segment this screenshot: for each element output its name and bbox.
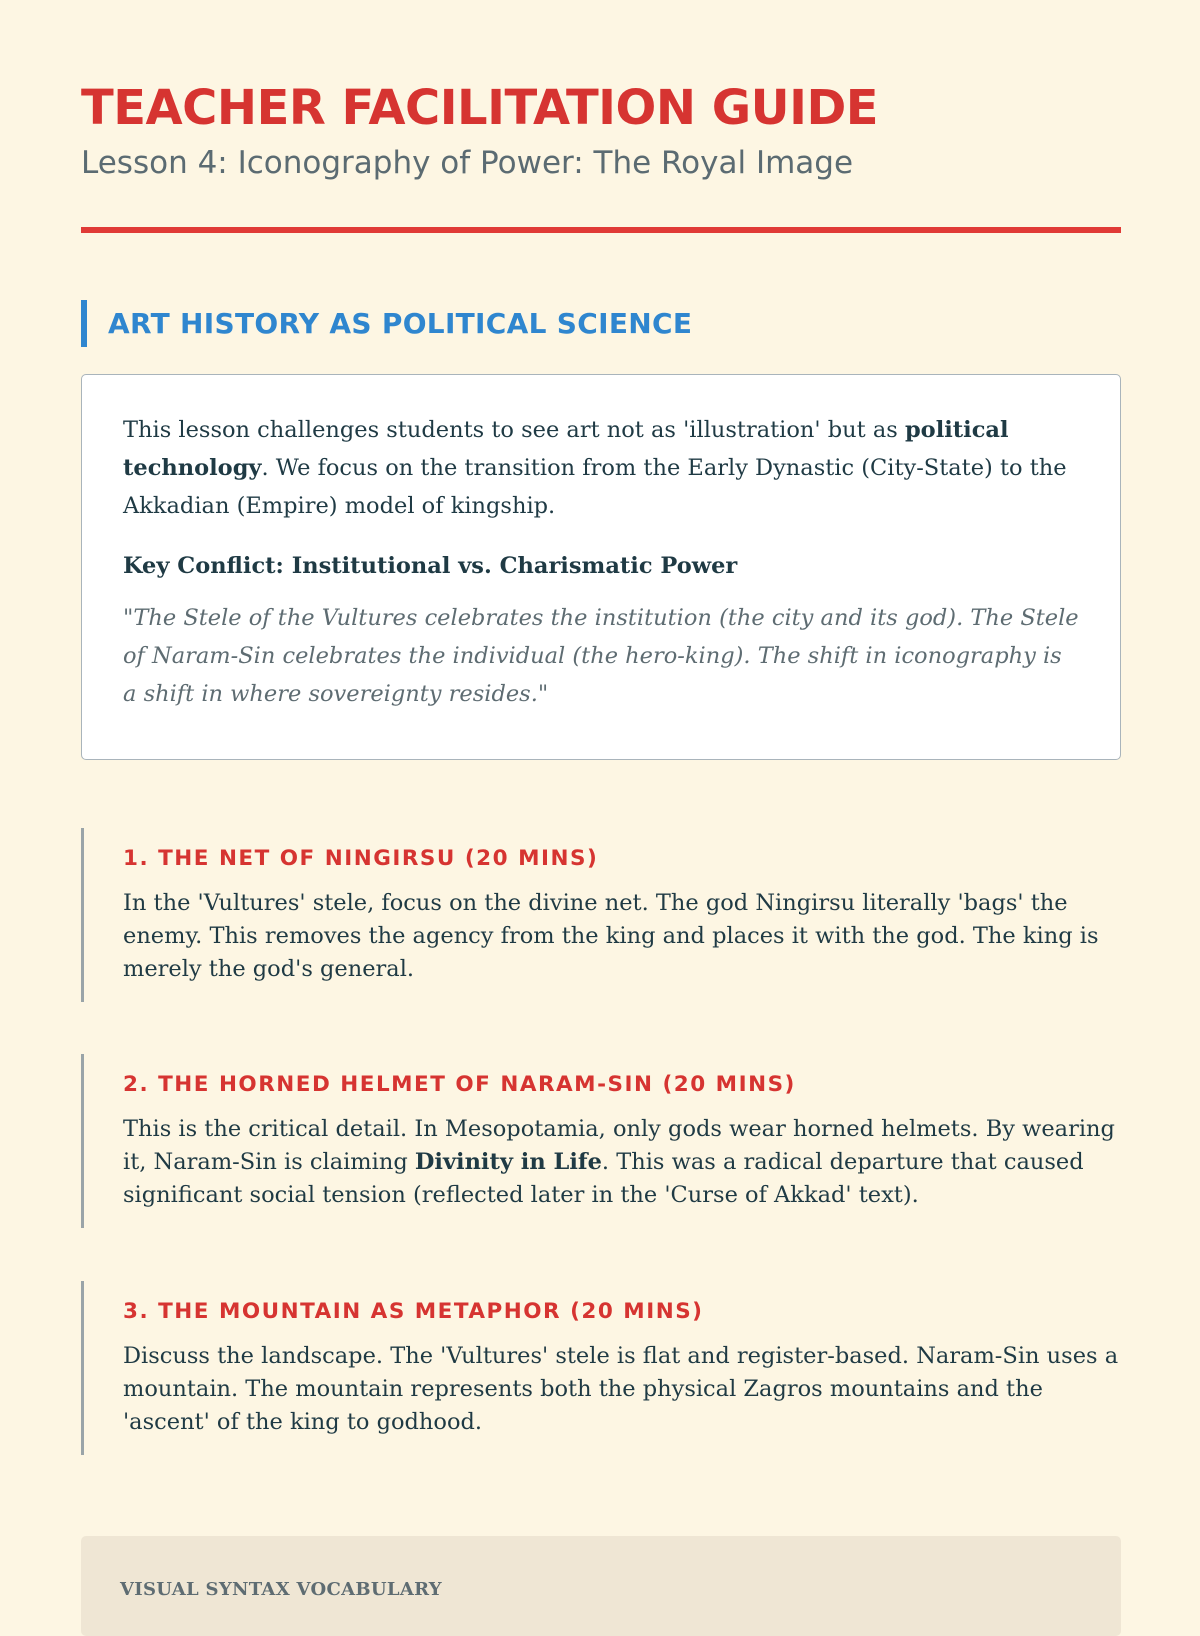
lesson-subtitle: Lesson 4: Iconography of Power: The Royal Image — [81, 145, 854, 181]
title-divider — [81, 227, 1121, 233]
activity-block — [81, 1054, 1121, 1228]
activity-title: 2. THE HORNED HELMET OF NARAM-SIN (20 MINS) — [123, 1072, 796, 1097]
activity-title: 1. THE NET OF NINGIRSU (20 MINS) — [123, 846, 599, 871]
activity-title: 3. THE MOUNTAIN AS METAPHOR (20 MINS) — [123, 1299, 704, 1324]
vocabulary-box — [81, 1536, 1121, 1636]
activity-description-emphasis: Divinity in Life — [414, 1149, 602, 1175]
overview-intro-text-end: . We focus on the transition from the Early Dynastic (City-State) to the Akkadian (Empire) model of kingship. — [123, 455, 1067, 519]
activity-description: In the 'Vultures' stele, focus on the divine net. The god Ningirsu literally 'bags' the enemy. This removes the agency from the king and places it with the god. The king is merely the god's general. — [123, 890, 1099, 982]
activity-description — [123, 1113, 1121, 1212]
activity-description-text: This is the critical detail. In Mesopotamia, only gods wear horned helmets. By wearing it, Naram-Sin is claiming — [123, 1116, 1115, 1175]
activity-description-text-end: . This was a radical departure that caused significant social tension (reflected later in the 'Curse of Akkad' text). — [123, 1149, 1084, 1208]
activity-description: Discuss the landscape. The 'Vultures' stele is flat and register-based. Naram-Sin uses a mountain. The mountain represents both the physical Zagros mountains and the 'ascent' of the king to godhood. — [123, 1343, 1119, 1435]
vocabulary-heading: VISUAL SYNTAX VOCABULARY — [120, 1579, 442, 1600]
overview-card — [81, 374, 1121, 760]
activity-block — [81, 828, 1121, 1002]
activity-block — [81, 1281, 1121, 1455]
overview-intro-emphasis: political technology — [123, 417, 1009, 481]
section-heading-text: ART HISTORY AS POLITICAL SCIENCE — [108, 307, 693, 340]
section-heading — [81, 300, 692, 347]
overview-intro — [123, 411, 1080, 525]
overview-intro-text: This lesson challenges students to see art not as 'illustration' but as — [123, 417, 905, 443]
key-conflict-heading: Key Conflict: Institutional vs. Charismatic Power — [123, 553, 738, 579]
guide-title: TEACHER FACILITATION GUIDE — [81, 80, 879, 136]
key-conflict-quote: "The Stele of the Vultures celebrates the institution (the city and its god). The Stele of Naram-Sin celebrates the individual (the hero-king). The shift in iconography is a shift in where sovereignty resides." — [123, 605, 1079, 707]
